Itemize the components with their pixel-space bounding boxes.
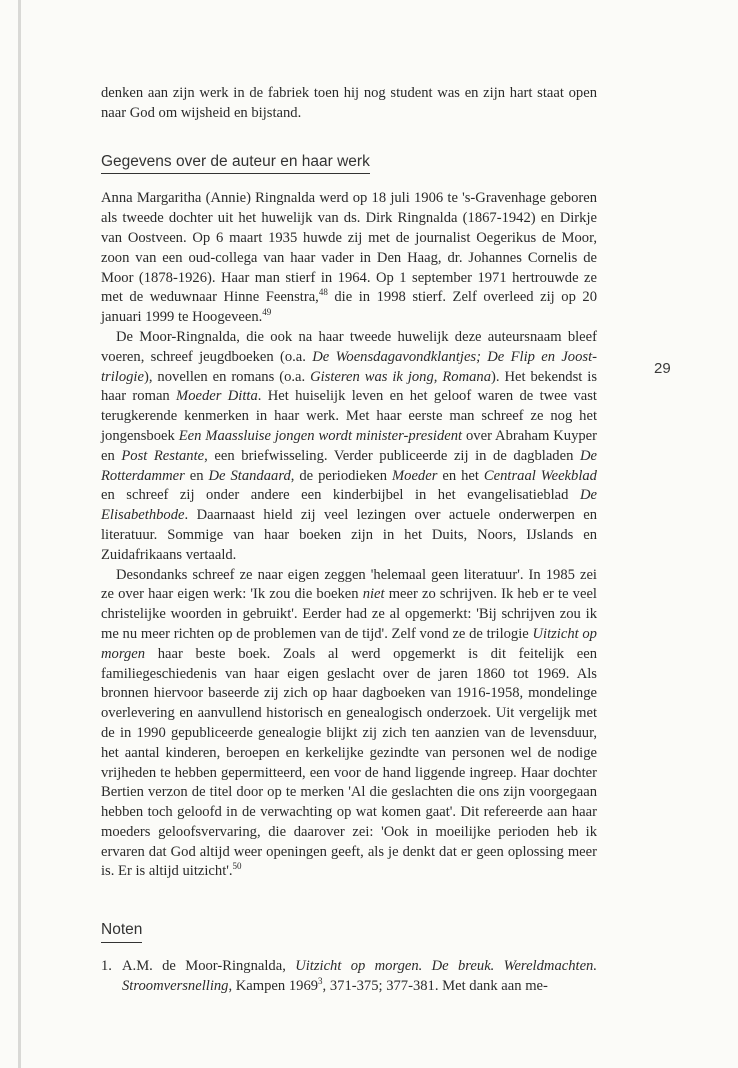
- page-number: 29: [654, 360, 671, 377]
- paragraph-biography: Anna Margaritha (Annie) Ringnalda werd op 18 juli 1906 te 's-Gravenhage geboren als tweede dochter uit het huwelijk van ds. Dirk Ringnalda (1867-1942) en Dirkje van Oostveen. Op 6 maart 1935 huwde zij met de journalist Oegerikus de Moor, zoon van een oud-collega van haar vader in Den Haag, dr. Johannes Cornelis de Moor (1878-1926). Haar man stierf in 1964. Op 1 september 1971 hertrouwde ze met de weduwnaar Hinne Feenstra,$^{48}$ die in 1998 stierf. Zelf overleed zij op 20 januari 1999 te Hoogeveen.$^{49}$: [101, 190, 597, 326]
- footnote-ref-49[interactable]: 49: [262, 307, 272, 318]
- section-heading-notes: Noten: [101, 920, 142, 943]
- section-heading-author: Gegevens over de auteur en haar werk: [101, 152, 370, 175]
- note-item: 1. A.M. de Moor-Ringnalda, Uitzicht op morgen. De breuk. Wereldmachten. Stroomversnelling, Kampen 1969$^3$, 371-375; 377-381. Met dank aan me-: [101, 958, 597, 994]
- footnote-ref-50[interactable]: 50: [232, 861, 242, 872]
- note-number: 1.: [101, 958, 112, 975]
- page-body: [101, 84, 597, 997]
- page-edge-rule: [18, 0, 21, 1068]
- opening-paragraph: denken aan zijn werk in de fabriek toen hij nog student was en zijn hart staat open naar God om wijsheid en bijstand.: [101, 85, 597, 121]
- paragraph-reflection: Desondanks schreef ze naar eigen zeggen 'helemaal geen literatuur'. In 1985 zei ze over haar eigen werk: 'Ik zou die boeken niet meer zo schrijven. Ik heb er te veel christelijke woorden in gebruikt'. Eerder had ze al opgemerkt: 'Bij schrijven zou ik me nu meer richten op de problemen van de tijd'. Zelf vond ze de trilogie Uitzicht op morgen haar beste boek. Zoals al werd opgemerkt is dit feitelijk een familiegeschiedenis van haar eigen geslacht over de jaren 1860 tot 1969. Als bronnen hiervoor baseerde zij zich op haar dagboeken van 1916-1958, mondelinge overlevering en aanvullend historisch en genealogisch onderzoek. Uit vergelijk met de in 1990 gepubliceerde genealogie blijkt zij zich ten aanzien van de levensduur, het aantal kinderen, beroepen en kerkelijke gezindte van personen wel de nodige vrijheden te hebben gepermitteerd, een voor de hand liggende ingreep. Haar dochter Bertien verzon de titel door op te merken 'Al die geslachten die ons zijn voorgegaan hebben toch geloofd in de verwachting op wat komen gaat'. Dit refereerde aan haar moeders geloofsvervaring, die daarover zei: 'Ook in moeilijke perioden heb ik ervaren dat God altijd weer openingen geeft, als je denkt dat er geen oplossing meer is. Er is altijd uitzicht'.$^{50}$: [101, 566, 597, 880]
- paragraph-works: De Moor-Ringnalda, die ook na haar tweede huwelijk deze auteursnaam bleef voeren, schreef jeugdboeken (o.a. De Woensdagavondklantjes; De Flip en Joost-trilogie), novellen en romans (o.a. Gisteren was ik jong, Romana). Het bekendst is haar roman Moeder Ditta. Het huiselijk leven en het geloof waren de twee vast terugkerende kenmerken in haar werk. Met haar eerste man schreef ze nog het jongensboek Een Maassluise jongen wordt minister-president over Abraham Kuyper en Post Restante, een briefwisseling. Verder publiceerde zij in de dagbladen De Rotterdammer en De Standaard, de periodieken Moeder en het Centraal Weekblad en schreef zij onder andere een kinderbijbel in het evangelisatieblad De Elisabethbode. Daarnaast hield zij veel lezingen over actuele onderwerpen en literatuur. Sommige van haar boeken zijn in het Duits, Noors, IJslands en Zuidafrikaans vertaald.: [101, 328, 598, 563]
- footnote-ref-48[interactable]: 48: [318, 287, 328, 298]
